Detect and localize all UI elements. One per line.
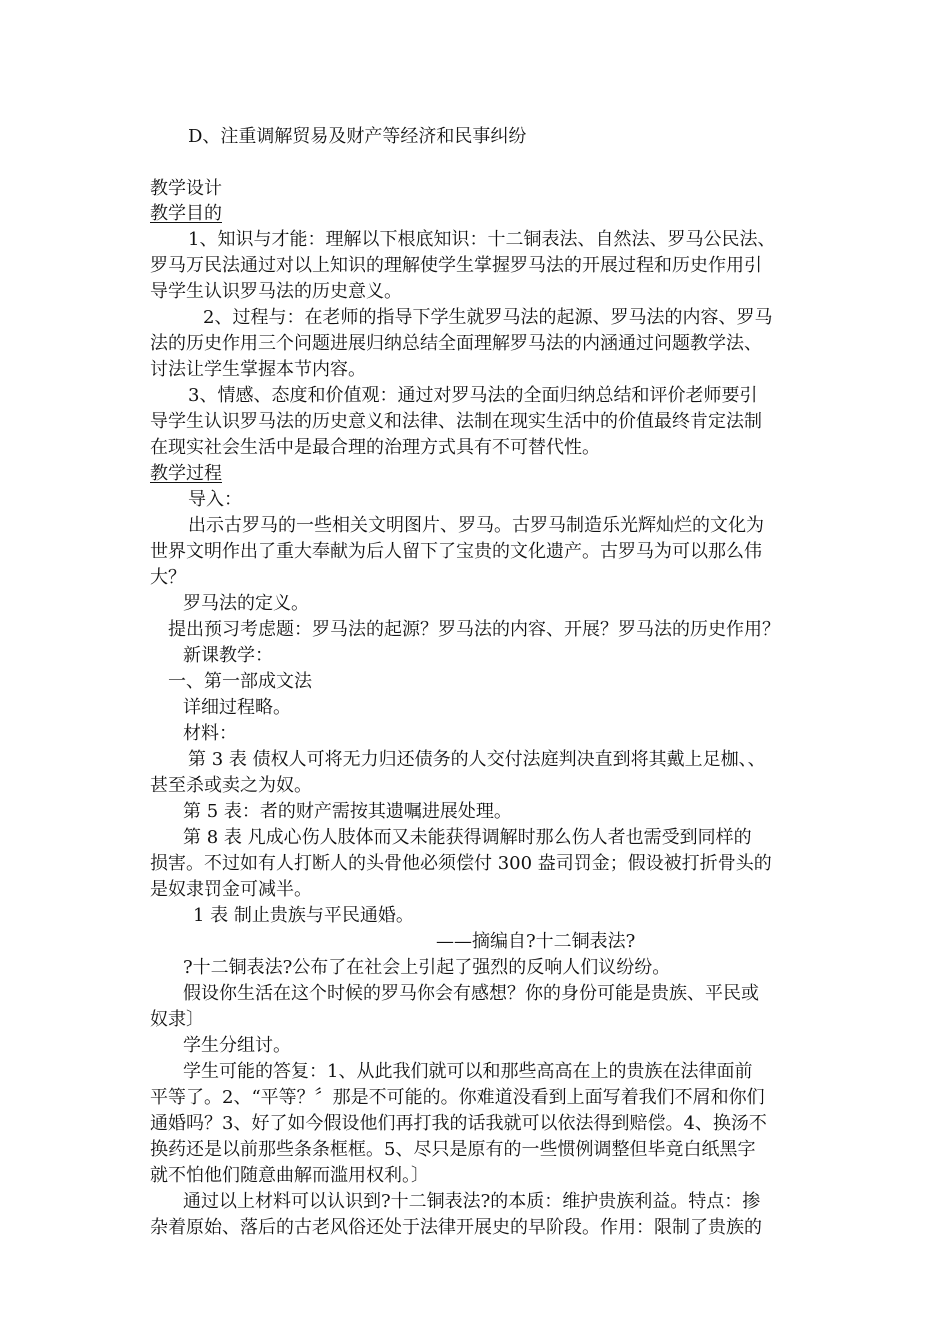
paragraph-line: 法的历史作用三个问题进展归纳总结全面理解罗马法的内涵通过问题教学法、 <box>150 333 762 354</box>
paragraph-line: 导入： <box>188 489 242 510</box>
paragraph-line: 世界文明作出了重大奉献为后人留下了宝贵的文化遗产。古罗马为可以那么伟 <box>150 541 762 562</box>
paragraph-line: 甚至杀或卖之为奴。 <box>150 775 312 796</box>
paragraph-line: 平等了。2、“平等？〞那是不可能的。你难道没看到上面写着我们不屑和你们 <box>150 1087 765 1108</box>
paragraph-line: ?十二铜表法?公布了在社会上引起了强烈的反响人们议纷纷。 <box>183 957 671 978</box>
paragraph-line: 第 3 表 债权人可将无力归还债务的人交付法庭判决直到将其戴上足枷、、 <box>188 749 766 770</box>
paragraph-line: 损害。不过如有人打断人的头骨他必须偿付 300 盎司罚金；假设被打折骨头的 <box>150 853 772 874</box>
paragraph-line: 杂着原始、落后的古老风俗还处于法律开展史的早阶段。作用：限制了贵族的 <box>150 1217 762 1238</box>
paragraph-line: 2、过程与：在老师的指导下学生就罗马法的起源、罗马法的内容、罗马 <box>203 307 773 328</box>
paragraph-line: 新课教学： <box>183 645 273 666</box>
paragraph-line: 大？ <box>150 567 186 588</box>
paragraph-line: 奴隶〕 <box>150 1009 204 1030</box>
paragraph-line: 通婚吗？3、好了如今假设他们再打我的话我就可以依法得到赔偿。4、换汤不 <box>150 1113 767 1134</box>
source-citation: ——摘编自?十二铜表法? <box>436 931 636 952</box>
paragraph-line: 1、知识与才能：理解以下根底知识：十二铜表法、自然法、罗马公民法、 <box>188 229 776 250</box>
option-d-line: D、注重调解贸易及财产等经济和民事纠纷 <box>188 126 527 147</box>
paragraph-line: 1 表 制止贵族与平民通婚。 <box>193 905 414 926</box>
paragraph-line: 材料： <box>183 723 237 744</box>
paragraph-line: 学生分组讨。 <box>183 1035 291 1056</box>
paragraph-line: 就不怕他们随意曲解而滥用权利。〕 <box>150 1165 429 1186</box>
paragraph-line: 学生可能的答复：1、从此我们就可以和那些高高在上的贵族在法律面前 <box>183 1061 753 1082</box>
paragraph-line: 是奴隶罚金可减半。 <box>150 879 312 900</box>
paragraph-line: 一、第一部成文法 <box>168 671 312 692</box>
section-heading-teaching-process: 教学过程 <box>150 463 222 484</box>
paragraph-line: 出示古罗马的一些相关文明图片、罗马。古罗马制造乐光辉灿烂的文化为 <box>188 515 764 536</box>
paragraph-line: 导学生认识罗马法的历史意义和法律、法制在现实生活中的价值最终肯定法制 <box>150 411 762 432</box>
paragraph-line: 第 8 表 凡成心伤人肢体而又未能获得调解时那么伤人者也需受到同样的 <box>183 827 752 848</box>
paragraph-line: 在现实社会生活中是最合理的治理方式具有不可替代性。 <box>150 437 600 458</box>
paragraph-line: 罗马法的定义。 <box>183 593 309 614</box>
paragraph-line: 提出预习考虑题：罗马法的起源？罗马法的内容、开展？罗马法的历史作用？ <box>168 619 780 640</box>
paragraph-line: 换药还是以前那些条条框框。5、尽只是原有的一些惯例调整但毕竟白纸黑字 <box>150 1139 756 1160</box>
paragraph-line: 讨法让学生掌握本节内容。 <box>150 359 366 380</box>
section-heading-teaching-goals: 教学目的 <box>150 203 222 224</box>
paragraph-line: 3、情感、态度和价值观：通过对罗马法的全面归纳总结和评价老师要引 <box>188 385 758 406</box>
paragraph-line: 假设你生活在这个时候的罗马你会有感想？你的身份可能是贵族、平民或 <box>183 983 759 1004</box>
paragraph-line: 罗马万民法通过对以上知识的理解使学生掌握罗马法的开展过程和历史作用引 <box>150 255 762 276</box>
section-heading-teaching-design: 教学设计 <box>150 178 222 199</box>
paragraph-line: 导学生认识罗马法的历史意义。 <box>150 281 402 302</box>
paragraph-line: 第 5 表：者的财产需按其遗嘱进展处理。 <box>183 801 512 822</box>
paragraph-line: 详细过程略。 <box>183 697 291 718</box>
paragraph-line: 通过以上材料可以认识到?十二铜表法?的本质：维护贵族利益。特点：掺 <box>183 1191 761 1212</box>
